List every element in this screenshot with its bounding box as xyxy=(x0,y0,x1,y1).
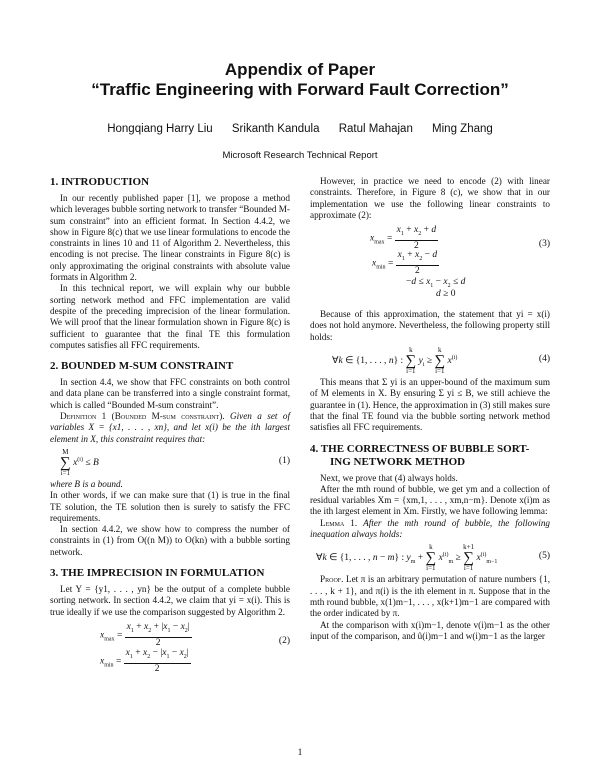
paragraph: However, in practice we need to encode (2) with linear constraints. Therefore, in Figure 8 (c), we show that in our implementation we use the following linear constraints to approximate (2): xyxy=(310,176,550,220)
section-heading: 1. INTRODUCTION xyxy=(50,176,150,188)
equation-body: $-d \le x_1 - x_2 \le d$ xyxy=(406,277,466,290)
author-name: Ming Zhang xyxy=(432,123,493,135)
paragraph: Let Y = {y1, . . . , yn} be the output of a complete bubble sorting network. In section 4.4.2, we claim that yi = x(i). This is true ideally if we use the comparison suggested by Algorithm 2. xyxy=(50,584,290,617)
section-heading: 3. THE IMPRECISION IN FORMULATION xyxy=(50,567,265,580)
equation-body: $x_{min}$ = $\frac{x_1 + x_2 - d}{2}$ xyxy=(372,250,438,277)
paragraph: At the comparison with x(i)m−1, denote v(i)m−1 as the other input of the comparison, and û(i)m−1 and w(i)m−1 as the larger xyxy=(310,619,550,641)
equation-4 xyxy=(310,345,550,375)
equation-number: (5) xyxy=(538,551,550,562)
equation-2 xyxy=(50,622,290,676)
equation-body: d ≥ 0 xyxy=(436,289,456,300)
equation-body: $x_{max}$ = $\frac{x_1 + x_2 + |x_1 - x_2|}{2}$ xyxy=(100,621,190,648)
paragraph: In our recently published paper [1], we propose a method which leverages bubble sorting network to transfer “Bounded M-sum constraint” into an efficient format. In Section 4.4.2, we show in Figure 8(c) that we use linear formulations to encode the constraints in lines 10 and 11 of Algorithm 2. Nevertheless, this encoding is not precise. The linear constraints in Figure 8(c) is only approximating the original constraints with absolute value formats in Algorithm 2. xyxy=(50,193,290,283)
equation-number: (3) xyxy=(538,239,550,250)
paragraph xyxy=(50,479,290,490)
section-heading: 4. THE CORRECTNESS OF BUBBLE SORT- xyxy=(310,442,530,455)
definition-label: Definition 1 xyxy=(60,411,107,422)
author-name: Srikanth Kandula xyxy=(231,123,320,135)
definition-name: (Bounded M-sum constraint). xyxy=(111,411,225,422)
equation-body: $x_{max}$ = $\frac{x_1 + x_2 + d}{2}$ xyxy=(370,225,437,252)
paragraph: In section 4.4.2, we show how to compress the number of constraints in (1) from O((n M)) to O(kn) with a bubble sorting network. xyxy=(50,524,290,557)
equation-number: (2) xyxy=(278,635,290,646)
lemma-label: Lemma 1. xyxy=(320,517,358,528)
section-heading: 2. BOUNDED M-SUM CONSTRAINT xyxy=(50,360,234,373)
paper-title-line2: “Traffic Engineering with Forward Fault Correction” xyxy=(91,80,509,99)
paragraph: After the mth round of bubble, we get ym and a collection of residual variables Xm = {xm,1, . . . , xm,n−m}. Denote x(i)m as the ith largest element in Xm. Firstly, we have following lemma: xyxy=(310,483,550,517)
definition xyxy=(50,411,290,445)
equation-5 xyxy=(310,542,550,572)
proof xyxy=(310,574,550,619)
equation-number: (1) xyxy=(278,455,290,466)
equation-3 xyxy=(310,225,550,303)
proof-text: Let π is an arbitrary permutation of nature numbers {1, . . . , k + 1}, and π(i) is the ith element in π. Suppose that in the mth round bubble, x(1)m−1, . . . , x(k+1)m−1 are compared with the order indicated by π. xyxy=(310,574,550,619)
affiliation: Microsoft Research Technical Report xyxy=(222,150,378,161)
lemma-text: After the mth round of bubble, the following inequation always holds: xyxy=(310,517,551,540)
equation-body: ∀k ∈ {1, . . . , n} : k ∑ i=1 $y_i \ge k$ ∑ i=1 $x^{(i)}$ xyxy=(332,346,458,376)
equation-number: (4) xyxy=(538,354,550,365)
paragraph: Next, we prove that (4) always holds. xyxy=(320,472,458,483)
paragraph: Because of this approximation, the statement that yi = x(i) does not hold anymore. Nevertheless, the following property still holds: xyxy=(310,309,550,342)
equation-body: $x_{min}$ = $\frac{x_1 + x_2 - |x_1 - x_2|}{2}$ xyxy=(100,647,189,674)
author-name: Hongqiang Harry Liu xyxy=(107,123,213,135)
right-column xyxy=(310,176,550,642)
paper-title-line1: Appendix of Paper xyxy=(224,60,376,79)
left-column xyxy=(50,176,290,676)
definition-text: Given a set of variables X = {x1, . . . , xn}, and let x(i) be the ith largest element in X, this constraint requires that: xyxy=(50,411,291,444)
paragraph: In this technical report, we will explain why our bubble sorting network method and FFC implementation are valid despite of the preceding imprecision of the linear formulation. We will proof that the linear formulation shown in Figure 8(c) is sufficient to guarantee that the final TE this formulation computes satisfies all FFC requirements. xyxy=(50,283,290,350)
page-number: 1 xyxy=(297,748,303,758)
equation-body: ∀k ∈ {1, . . . , n − m} : $y_m + k$ ∑ i=1 $x^{(i)}_m \ge k+1$ ∑ i=1 $x^{(i)}_{m-1}$ xyxy=(316,543,498,573)
equation-1 xyxy=(50,447,290,477)
where-text: where B is a bound. xyxy=(50,478,123,489)
author-list xyxy=(0,123,600,135)
paragraph: In section 4.4, we show that FFC constraints on both control and data plane can be transferred into a single constraint format, which is called “Bounded M-sum constraint”. xyxy=(50,377,290,410)
paragraph: In other words, if we can make sure that (1) is true in the final TE solution, the TE solution then is surely to satisfy the FFC requirements. xyxy=(50,490,290,523)
paragraph: This means that Σ yi is an upper-bound of the maximum sum of M elements in X. By ensuring Σ yi ≤ B, we still achieve the guarantee in (1). Hence, the approximation in (3) still makes sure that the final TE found via the bubble sorting network method satisfies all FFC requirements. xyxy=(310,377,550,433)
lemma xyxy=(310,518,550,541)
proof-label: Proof. xyxy=(320,574,344,585)
section-heading: ING NETWORK METHOD xyxy=(330,455,466,468)
author-name: Ratul Mahajan xyxy=(338,123,413,135)
equation-body: M ∑ i=1 $x^{(i)} \le B$ xyxy=(60,447,99,477)
